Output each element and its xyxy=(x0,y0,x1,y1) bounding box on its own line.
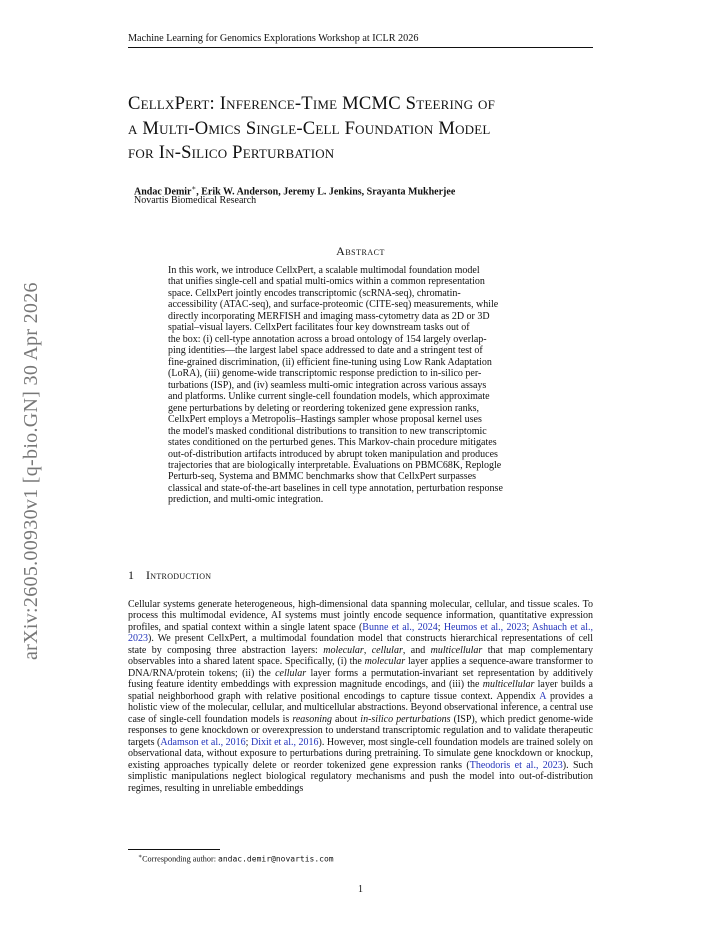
abstract-line: In this work, we introduce CellxPert, a scalable multimodal foundation model xyxy=(168,265,480,276)
emphasis: multicellular xyxy=(482,679,535,691)
emphasis: cellular xyxy=(371,644,403,656)
citation-link[interactable]: Bunne et al., 2024 xyxy=(362,621,438,633)
abstract-line: (LoRA), (iii) genome-wide transcriptomic response prediction to in-silico per- xyxy=(168,368,482,380)
section-title: Introduction xyxy=(146,568,212,582)
title-line-2: a Multi-Omics Single-Cell Foundation Model xyxy=(128,117,491,139)
page-number: 1 xyxy=(358,884,363,895)
citation-link[interactable]: Dixit et al., 2016 xyxy=(250,736,319,748)
section-number: 1 xyxy=(128,568,134,582)
corresponding-mark[interactable]: ∗ xyxy=(191,184,197,192)
text-run: layer forms a permutation-invariant set representation by additively fusing feature identity embeddings with expression magnitude encodings, and (iii) the xyxy=(128,667,594,691)
abstract-line: CellxPert employs a Metropolis–Hastings sampler whose proposal kernel uses xyxy=(168,414,482,426)
text-run: , and xyxy=(402,644,431,656)
emphasis: multicellular xyxy=(430,644,483,656)
text-run: ). Such simplistic manipulations neglect biological regulatory mechanisms and push the model into out-of-distribution regimes, resulting in unreliable embeddings xyxy=(128,759,593,794)
text-run: provides a holistic view of the molecular, cellular, and multicellular abstractions. Beyond observational inference, a central use case of single-cell foundation models is xyxy=(128,690,593,725)
paper-title xyxy=(128,92,598,166)
emphasis: molecular xyxy=(323,644,364,656)
emphasis: reasoning xyxy=(292,713,332,725)
citation-link[interactable]: Heumos et al., 2023 xyxy=(443,621,527,633)
text-run: ; xyxy=(526,621,532,633)
first-author: Andac Demir xyxy=(134,186,192,198)
abstract-line: prediction, and multi-omic integration. xyxy=(168,494,324,506)
abstract-line: classical and state-of-the-art baselines in cell type annotation, perturbation response xyxy=(168,482,503,494)
citation-link[interactable]: Ashuach et al., 2023 xyxy=(128,621,594,645)
abstract-line: fine-grained discrimination, (ii) efficient fine-tuning using Low Rank Adaptation xyxy=(168,356,492,368)
appendix-link[interactable]: A xyxy=(539,690,546,702)
abstract-line: directly incorporating MERFISH and imaging mass-cytometry data as 2D or 3D xyxy=(168,310,490,322)
text-run: Cellular systems generate heterogeneous, high-dimensional data spanning molecular, cellular, and tissue scales. To process this multimodal evidence, AI systems must jointly encode sequence information, quantitative expression profiles, and spatial context within a single latent space ( xyxy=(128,599,593,633)
abstract-body xyxy=(168,265,553,506)
running-header: Machine Learning for Genomics Explorations Workshop at ICLR 2026 xyxy=(128,32,593,48)
arxiv-identifier[interactable]: arXiv:2605.00930v1 [q-bio.GN] 30 Apr 2026 xyxy=(20,282,42,660)
abstract-line: out-of-distribution artifacts introduced by abrupt token manipulation and produces xyxy=(168,448,498,460)
abstract-line: trajectories that are biologically interpretable. Evaluations on PBMC68K, Replogle xyxy=(168,459,502,471)
text-run: that map complementary observables into a shared latent space. Specifically, (i) the xyxy=(128,644,593,668)
section-heading xyxy=(128,568,593,582)
text-run: ; xyxy=(245,736,251,748)
abstract-line: the model's masked conditional distributions to transition to new transcriptomic xyxy=(168,425,487,437)
abstract-heading: Abstract xyxy=(336,244,385,258)
abstract-line: Perturb-seq, Systema and BMMC benchmarks show that CellxPert surpasses xyxy=(168,471,477,483)
citation-link[interactable]: Theodoris et al., 2023 xyxy=(469,759,563,771)
text-run: layer builds a spatial neighborhood graph with relative positional encodings to capture tissue context. Appendix xyxy=(128,679,593,702)
footnote xyxy=(138,852,588,865)
emphasis: in-silico perturbations xyxy=(360,713,451,725)
abstract-line: states conditioned on the perturbed genes. This Markov-chain procedure mitigates xyxy=(168,437,497,449)
title-line-3: for In-Silico Perturbation xyxy=(128,142,335,163)
emphasis: cellular xyxy=(275,667,307,679)
text-run: about xyxy=(331,713,361,725)
footnote-mark: ∗ xyxy=(138,854,143,860)
text-run: , xyxy=(363,644,372,656)
abstract-line: ping identities—the largest label space addressed to date and a stringent test of xyxy=(168,345,483,357)
other-authors: , Erik W. Anderson, Jeremy L. Jenkins, Srayanta Mukherjee xyxy=(196,186,456,198)
abstract-line: gene perturbations by deleting or reordering tokenized gene expression ranks, xyxy=(168,402,480,414)
title-line-1: CellxPert: Inference-Time MCMC Steering of xyxy=(128,93,496,114)
text-run: ; xyxy=(437,621,444,633)
affiliation: Novartis Biomedical Research xyxy=(134,195,257,206)
footnote-rule xyxy=(128,849,220,850)
abstract-line: turbations (ISP), and (iv) seamless multi-omic integration across various assays xyxy=(168,379,487,391)
author-email[interactable]: andac.demir@novartis.com xyxy=(218,854,334,864)
citation-link[interactable]: Adamson et al., 2016 xyxy=(160,736,246,748)
text-run: ). We present CellxPert, a multimodal foundation model that constructs hierarchical representations of cell state by composing three abstraction layers: xyxy=(128,633,593,656)
footnote-label: Corresponding author: xyxy=(142,854,219,864)
abstract-line: that unifies single-cell and spatial multi-omics within a common representation xyxy=(168,276,485,288)
emphasis: molecular xyxy=(364,656,406,668)
text-run: ). However, most single-cell foundation models are trained solely on observational data, without exposure to perturbations during pretraining. To simulate gene knockdown or knockup, existing approaches typically delete or reorder tokenized gene expression ranks ( xyxy=(128,736,594,771)
abstract-line: spatial–visual layers. CellxPert facilitates four key downstream tasks out of xyxy=(168,322,470,334)
abstract-line: space. CellxPert jointly encodes transcriptomic (scRNA-seq), chromatin- xyxy=(168,287,461,299)
intro-paragraph xyxy=(128,599,593,794)
abstract-line: accessibility (ATAC-seq), and surface-proteomic (CITE-seq) measurements, while xyxy=(168,299,499,311)
text-run: layer applies a sequence-aware transformer to DNA/RNA/protein tokens; (ii) the xyxy=(128,656,593,679)
abstract-line: the box: (i) cell-type annotation across a broad ontology of 154 largely overlap- xyxy=(168,333,487,345)
abstract-line: and platforms. Unlike current single-cell foundation models, which approximate xyxy=(168,391,490,403)
text-run: (ISP), which predict genome-wide responses to gene knockdown or overexpression to understand transcriptomic regulation and to validate therapeutic targets ( xyxy=(128,713,593,748)
